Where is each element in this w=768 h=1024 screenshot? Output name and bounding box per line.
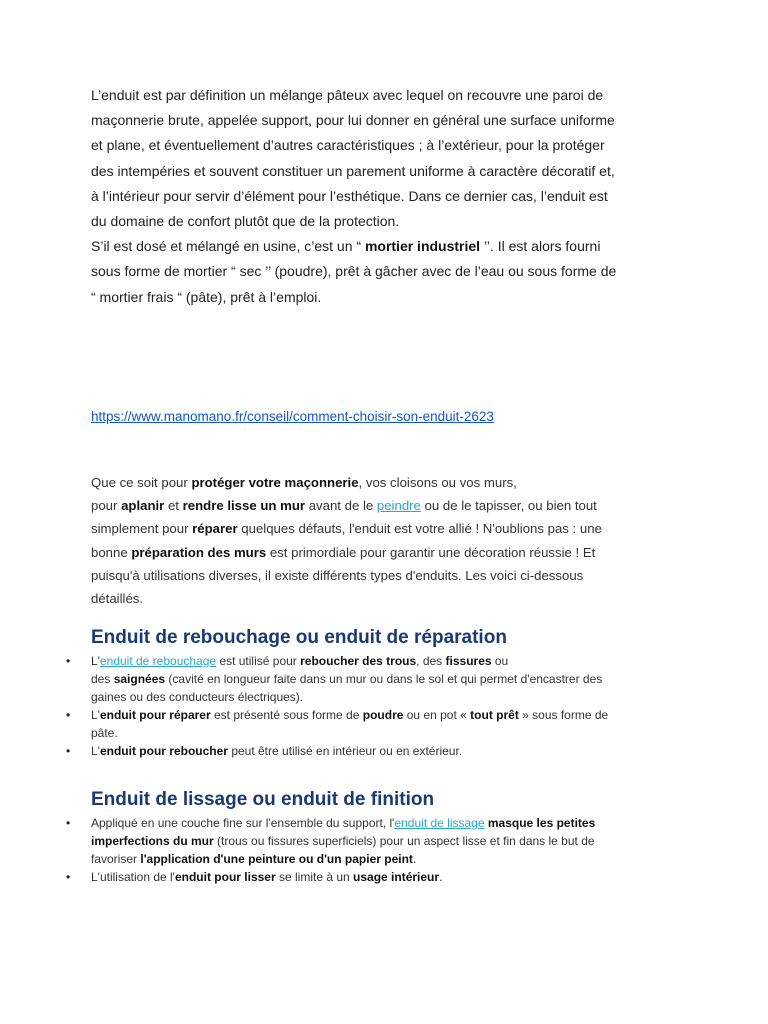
intro-paragraph: [91, 83, 681, 310]
text: , vos cloisons ou vos murs,: [358, 475, 517, 490]
intro-text: ’’. Il est alors fourni: [480, 238, 601, 255]
text: ou en pot «: [403, 708, 471, 722]
intro-line: du domaine de confort plutôt que de la protection.: [91, 213, 400, 230]
list-item: [66, 742, 686, 760]
bold-term: usage intérieur: [353, 870, 440, 884]
lissage-bullet-list: [66, 814, 686, 886]
bold-term: protéger votre maçonnerie: [191, 475, 359, 490]
paragraph-line: [91, 541, 681, 564]
source-url-link[interactable]: https://www.manomano.fr/conseil/comment-choisir-son-enduit-2623: [91, 409, 494, 424]
text: avant de le: [305, 498, 377, 514]
intro-line: à l’intérieur pour servir d’élément pour l’esthétique. Dans ce dernier cas, l’enduit est: [91, 187, 608, 204]
bold-term: fissures: [445, 654, 492, 668]
text: Que ce soit pour: [91, 475, 192, 490]
text: L': [91, 744, 100, 758]
text: , des: [416, 654, 446, 668]
intro-line: sous forme de mortier “ sec ’’ (poudre), prêt à gâcher avec de l’eau ou sous forme de: [91, 263, 617, 280]
intro-line: des intempéries et souvent constituer un parement uniforme à caractère décoratif et,: [91, 162, 615, 179]
bold-term: préparation des murs: [131, 544, 267, 560]
bold-term: poudre: [362, 708, 404, 722]
bullet-icon: •: [66, 870, 71, 884]
intro-line: et plane, et éventuellement d’autres caractéristiques ; à l’extérieur, pour la protéger: [91, 137, 605, 154]
list-item: [66, 868, 686, 886]
section-heading-lissage: Enduit de lissage ou enduit de finition: [91, 789, 435, 810]
peindre-link[interactable]: peindre: [376, 498, 421, 514]
text: .: [439, 870, 443, 884]
text: quelques défauts, l'enduit est votre allié ! N'oublions pas : une: [237, 521, 602, 537]
bold-term: tout prêt: [470, 708, 519, 722]
intro-line: [91, 234, 681, 259]
item-line: [91, 706, 686, 724]
enduit-rebouchage-link[interactable]: enduit de rebouchage: [99, 654, 217, 668]
paragraph-line: puisqu'à utilisations diverses, il existe différents types d'enduits. Les voici ci-dessous: [91, 567, 584, 583]
text: ou: [491, 654, 509, 668]
text: ou de le tapisser, ou bien tout: [420, 498, 597, 514]
list-item: [66, 814, 686, 868]
item-line: [91, 814, 686, 832]
paragraph-line: [91, 471, 681, 494]
text: L'utilisation de l': [91, 870, 175, 884]
bold-term: saignées: [113, 672, 166, 686]
item-line: [91, 868, 686, 886]
text: L': [91, 708, 100, 722]
paragraph-line: [91, 494, 681, 517]
section-heading-rebouchage: Enduit de rebouchage ou enduit de réparation: [91, 627, 507, 648]
item-line: gaines ou des conducteurs électriques).: [91, 690, 304, 704]
bold-term: enduit pour réparer: [99, 708, 211, 722]
item-line: [91, 652, 686, 670]
bold-term: rendre lisse un mur: [182, 498, 306, 514]
text: simplement pour: [91, 521, 193, 537]
item-line: [91, 850, 686, 868]
text: est utilisé pour: [216, 654, 301, 668]
text: (trous ou fissures superficiels) pour un aspect lisse et fin dans le but de: [213, 834, 595, 848]
bold-term: l'application d'une peinture ou d'un papier peint: [140, 852, 413, 866]
bold-term: masque les petites: [487, 816, 596, 830]
bullet-icon: •: [66, 816, 71, 830]
bold-term: imperfections du mur: [91, 834, 214, 848]
intro-line: maçonnerie brute, appelée support, pour lui donner en général une surface uniforme: [91, 112, 615, 129]
text: se limite à un: [275, 870, 354, 884]
text: favoriser: [91, 852, 141, 866]
item-line: pâte.: [91, 726, 118, 740]
bold-term: enduit pour reboucher: [99, 744, 228, 758]
item-line: [91, 670, 686, 688]
text: est présenté sous forme de: [210, 708, 363, 722]
text: L': [91, 654, 100, 668]
enduit-lissage-link[interactable]: enduit de lissage: [394, 816, 485, 830]
text: est primordiale pour garantir une décoration réussie ! Et: [266, 544, 596, 560]
list-item: [66, 652, 686, 706]
paragraph-line: détaillés.: [91, 591, 144, 607]
bold-term: aplanir: [121, 498, 165, 514]
rebouchage-bullet-list: [66, 652, 686, 760]
text: pour: [91, 498, 122, 514]
bullet-icon: •: [66, 744, 71, 758]
intro-text: S’il est dosé et mélangé en usine, c’est un “: [91, 238, 365, 255]
bold-term: reboucher des trous: [300, 654, 417, 668]
item-line: [91, 832, 686, 850]
list-item: [66, 706, 686, 742]
bold-term: réparer: [192, 521, 238, 537]
intro-line: “ mortier frais “ (pâte), prêt à l’emploi.: [91, 288, 322, 305]
bold-term: enduit pour lisser: [174, 870, 276, 884]
item-line: [91, 742, 686, 760]
intro-line: L’enduit est par définition un mélange pâteux avec lequel on recouvre une paroi de: [91, 87, 604, 103]
text: des: [91, 672, 114, 686]
bullet-icon: •: [66, 654, 71, 668]
text: et: [164, 498, 183, 514]
text: .: [412, 852, 417, 866]
text: Appliqué en une couche fine sur l'ensemble du support, l': [91, 816, 395, 830]
paragraph-line: [91, 517, 681, 540]
text: (cavité en longueur faite dans un mur ou dans le sol et qui permet d'encastrer des: [165, 672, 603, 686]
text: peut être utilisé en intérieur ou en extérieur.: [227, 744, 463, 758]
bullet-icon: •: [66, 708, 71, 722]
text: bonne: [91, 544, 132, 560]
text: » sous forme de: [518, 708, 609, 722]
mortier-industriel-term: mortier industriel: [364, 238, 481, 255]
enduit-overview-paragraph: [91, 471, 681, 610]
